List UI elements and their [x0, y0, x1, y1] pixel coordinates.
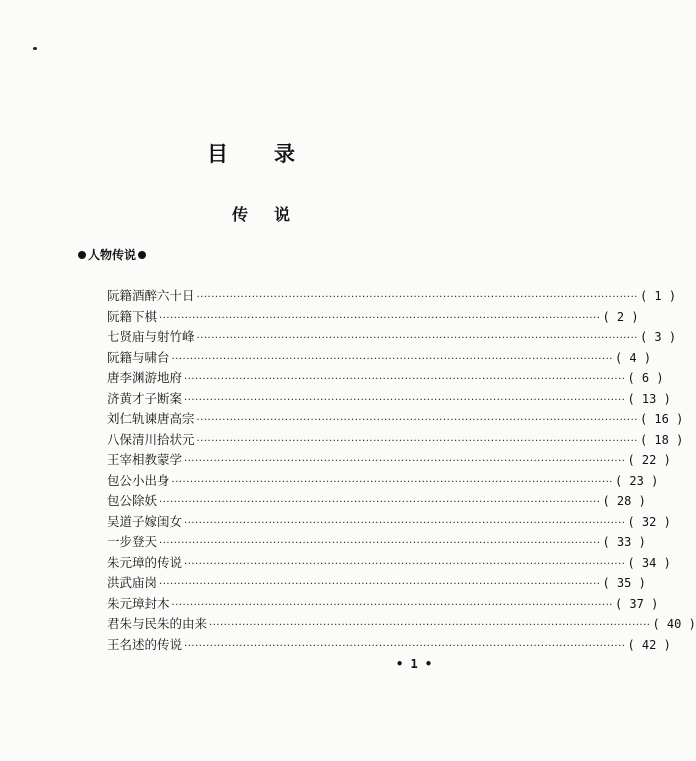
dot-leader: ························································································································	[184, 558, 626, 570]
dot-leader: ························································································································	[184, 394, 626, 406]
toc-entry-title: 吴道子嫁闺女	[107, 513, 183, 529]
toc-entry[interactable]	[107, 368, 664, 389]
page-number: • 1 •	[396, 657, 433, 671]
toc-entry[interactable]	[107, 553, 671, 574]
dot-leader: ························································································································	[196, 333, 638, 344]
toc-entry-page: ( 22 )	[627, 453, 671, 467]
dot-leader: ························································································································	[159, 497, 601, 508]
bullet-dot-icon	[78, 251, 86, 259]
toc-entry-title: 朱元璋的传说	[107, 554, 183, 570]
toc-entry-page: ( 16 )	[639, 412, 684, 426]
toc-entry[interactable]	[107, 594, 659, 615]
dot-leader: ························································································································	[184, 374, 626, 385]
toc-entry[interactable]	[107, 512, 671, 533]
page-title	[0, 138, 504, 168]
toc-entry-title: 七贤庙与射竹峰	[107, 329, 195, 344]
dot-leader: ························································································································	[159, 538, 601, 549]
toc-entry-title: 阮籍下棋	[107, 308, 158, 324]
toc-entry-title: 刘仁轨谏唐高宗	[107, 411, 195, 426]
dot-leader: ························································································································	[171, 599, 613, 611]
part-heading-char-2: 说	[274, 205, 291, 224]
ink-speck	[33, 47, 37, 50]
toc-entry[interactable]	[107, 409, 684, 430]
dot-leader: ························································································································	[196, 435, 638, 447]
toc-entry[interactable]	[107, 491, 646, 512]
toc-entry-title: 一步登天	[107, 534, 158, 549]
toc-entry-page: ( 42 )	[627, 637, 671, 652]
title-char-2: 录	[274, 141, 297, 166]
toc-entry-page: ( 23 )	[614, 473, 659, 488]
toc-entry[interactable]	[107, 327, 677, 348]
dot-leader: ························································································································	[196, 292, 638, 303]
toc-entry-page: ( 2 )	[602, 309, 639, 324]
dot-leader: ························································································································	[184, 456, 626, 467]
dot-leader: ························································································································	[159, 579, 601, 590]
toc-entry-page: ( 4 )	[614, 350, 652, 365]
toc-entry-page: ( 35 )	[602, 576, 646, 590]
toc-entry-title: 阮籍酒醉六十日	[107, 288, 195, 303]
toc-entry-page: ( 40 )	[652, 617, 696, 631]
section-heading	[78, 246, 146, 263]
toc-entry-title: 君朱与民朱的由来	[107, 616, 208, 631]
toc-list	[107, 286, 696, 655]
toc-entry-page: ( 3 )	[639, 330, 677, 344]
toc-entry[interactable]	[107, 389, 671, 410]
toc-entry[interactable]	[107, 348, 652, 369]
toc-entry[interactable]	[107, 430, 684, 451]
toc-entry[interactable]	[107, 307, 639, 328]
toc-entry-title: 朱元璋封木	[107, 595, 170, 611]
toc-entry-page: ( 37 )	[614, 596, 659, 611]
toc-entry-title: 洪武庙岗	[107, 575, 158, 590]
toc-entry-page: ( 32 )	[627, 514, 671, 529]
toc-entry-page: ( 6 )	[627, 371, 664, 385]
dot-leader: ························································································································	[209, 620, 651, 631]
toc-entry[interactable]	[107, 614, 696, 635]
toc-entry-page: ( 13 )	[627, 391, 671, 406]
part-heading-char-1: 传	[231, 205, 248, 224]
toc-entry-page: ( 18 )	[639, 432, 684, 447]
dot-leader: ························································································································	[184, 517, 626, 529]
toc-entry-page: ( 34 )	[627, 555, 671, 570]
bullet-dot-icon	[138, 251, 146, 259]
toc-entry-title: 阮籍与啸台	[107, 349, 170, 365]
section-label: 人物传说	[88, 248, 137, 262]
dot-leader: ························································································································	[171, 353, 613, 365]
toc-entry-page: ( 1 )	[639, 289, 677, 303]
title-char-1: 目	[207, 141, 230, 166]
toc-entry[interactable]	[107, 286, 677, 307]
toc-entry-page: ( 28 )	[602, 494, 646, 508]
dot-leader: ························································································································	[159, 312, 601, 324]
toc-entry-title: 包公小出身	[107, 472, 170, 488]
toc-entry[interactable]	[107, 471, 659, 492]
toc-entry-title: 唐李渊游地府	[107, 370, 183, 385]
toc-entry[interactable]	[107, 573, 646, 594]
dot-leader: ························································································································	[196, 415, 638, 426]
toc-entry[interactable]	[107, 635, 671, 656]
dot-leader: ························································································································	[171, 476, 613, 488]
toc-entry[interactable]	[107, 450, 671, 471]
dot-leader: ························································································································	[184, 640, 626, 652]
part-heading	[0, 202, 522, 225]
toc-entry-title: 八保清川拾状元	[107, 431, 195, 447]
toc-entry-title: 王名述的传说	[107, 636, 183, 652]
toc-entry-title: 王宰相教蒙学	[107, 452, 183, 467]
toc-entry-title: 包公除妖	[107, 493, 158, 508]
toc-entry-title: 济黄才子断案	[107, 390, 183, 406]
toc-entry[interactable]	[107, 532, 646, 553]
toc-entry-page: ( 33 )	[602, 535, 646, 549]
